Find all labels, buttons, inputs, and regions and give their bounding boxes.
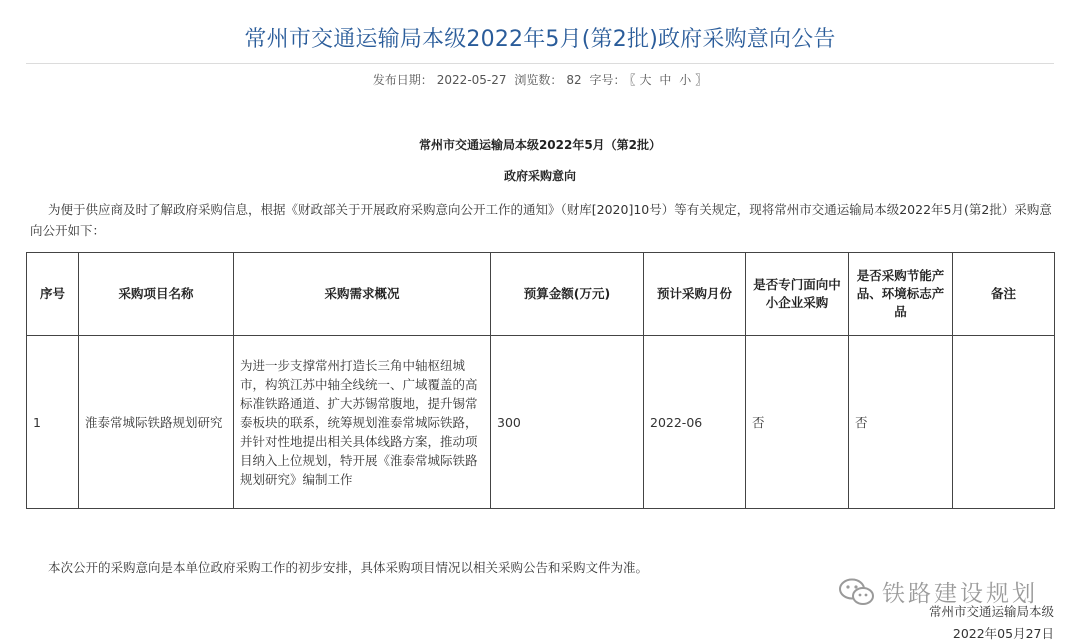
footnote: 本次公开的采购意向是本单位政府采购工作的初步安排，具体采购项目情况以相关采购公告和采购文件为准。 bbox=[48, 560, 649, 575]
font-size-large-link[interactable]: 大 bbox=[639, 73, 652, 87]
font-size-label: 字号： bbox=[589, 73, 626, 87]
font-size-bracket-open: 〖 bbox=[629, 73, 636, 87]
cell-project-name: 淮泰常城际铁路规划研究 bbox=[79, 336, 234, 509]
views-label: 浏览数： bbox=[514, 73, 563, 87]
header-budget: 预算金额(万元) bbox=[491, 253, 644, 336]
cell-month: 2022-06 bbox=[644, 336, 746, 509]
notice-subheading: 政府采购意向 bbox=[503, 169, 576, 183]
notice-heading: 常州市交通运输局本级2022年5月（第2批） bbox=[418, 138, 662, 152]
watermark-text: 铁路建设规划 bbox=[882, 581, 1038, 607]
procurement-table bbox=[26, 252, 1055, 509]
font-size-small-link[interactable]: 小 bbox=[679, 73, 692, 87]
signoff-date: 2022年05月27日 bbox=[952, 626, 1054, 641]
cell-requirements: 为进一步支撑常州打造长三角中轴枢纽城市，构筑江苏中轴全线统一、广域覆盖的高标准铁路通道、扩大苏锡常腹地，提升锡常泰板块的联系，统筹规划淮泰常城际铁路，并针对性地提出相关具体线路方案，推动项目纳入上位规划，特开展《淮泰常城际铁路规划研究》编制工作 bbox=[234, 336, 491, 509]
header-seq: 序号 bbox=[27, 253, 79, 336]
views-count: 82 bbox=[566, 73, 582, 87]
table-row bbox=[27, 336, 1055, 509]
signoff-organization: 常州市交通运输局本级 bbox=[928, 604, 1054, 619]
header-month: 预计采购月份 bbox=[644, 253, 746, 336]
cell-seq: 1 bbox=[27, 336, 79, 509]
cell-green: 否 bbox=[849, 336, 953, 509]
header-requirements: 采购需求概况 bbox=[234, 253, 491, 336]
cell-remark bbox=[953, 336, 1055, 509]
article-meta bbox=[0, 71, 1080, 88]
header-green: 是否采购节能产品、环境标志产品 bbox=[849, 253, 953, 336]
title-divider bbox=[26, 63, 1054, 64]
font-size-bracket-close: 〗 bbox=[695, 73, 708, 87]
header-sme: 是否专门面向中小企业采购 bbox=[746, 253, 849, 336]
wechat-icon bbox=[838, 577, 876, 607]
publish-date-label: 发布日期： bbox=[372, 73, 433, 87]
cell-sme: 否 bbox=[746, 336, 849, 509]
intro-paragraph: 为便于供应商及时了解政府采购信息，根据《财政部关于开展政府采购意向公开工作的通知》（财库[2020]10号）等有关规定，现将常州市交通运输局本级2022年5月(第2批）采购意向公开如下： bbox=[30, 202, 1052, 238]
font-size-medium-link[interactable]: 中 bbox=[659, 73, 672, 87]
header-remark: 备注 bbox=[953, 253, 1055, 336]
publish-date: 2022-05-27 bbox=[436, 73, 507, 87]
header-project-name: 采购项目名称 bbox=[79, 253, 234, 336]
page-title: 常州市交通运输局本级2022年5月(第2批)政府采购意向公告 bbox=[244, 27, 836, 52]
table-header-row bbox=[27, 253, 1055, 336]
cell-budget: 300 bbox=[491, 336, 644, 509]
